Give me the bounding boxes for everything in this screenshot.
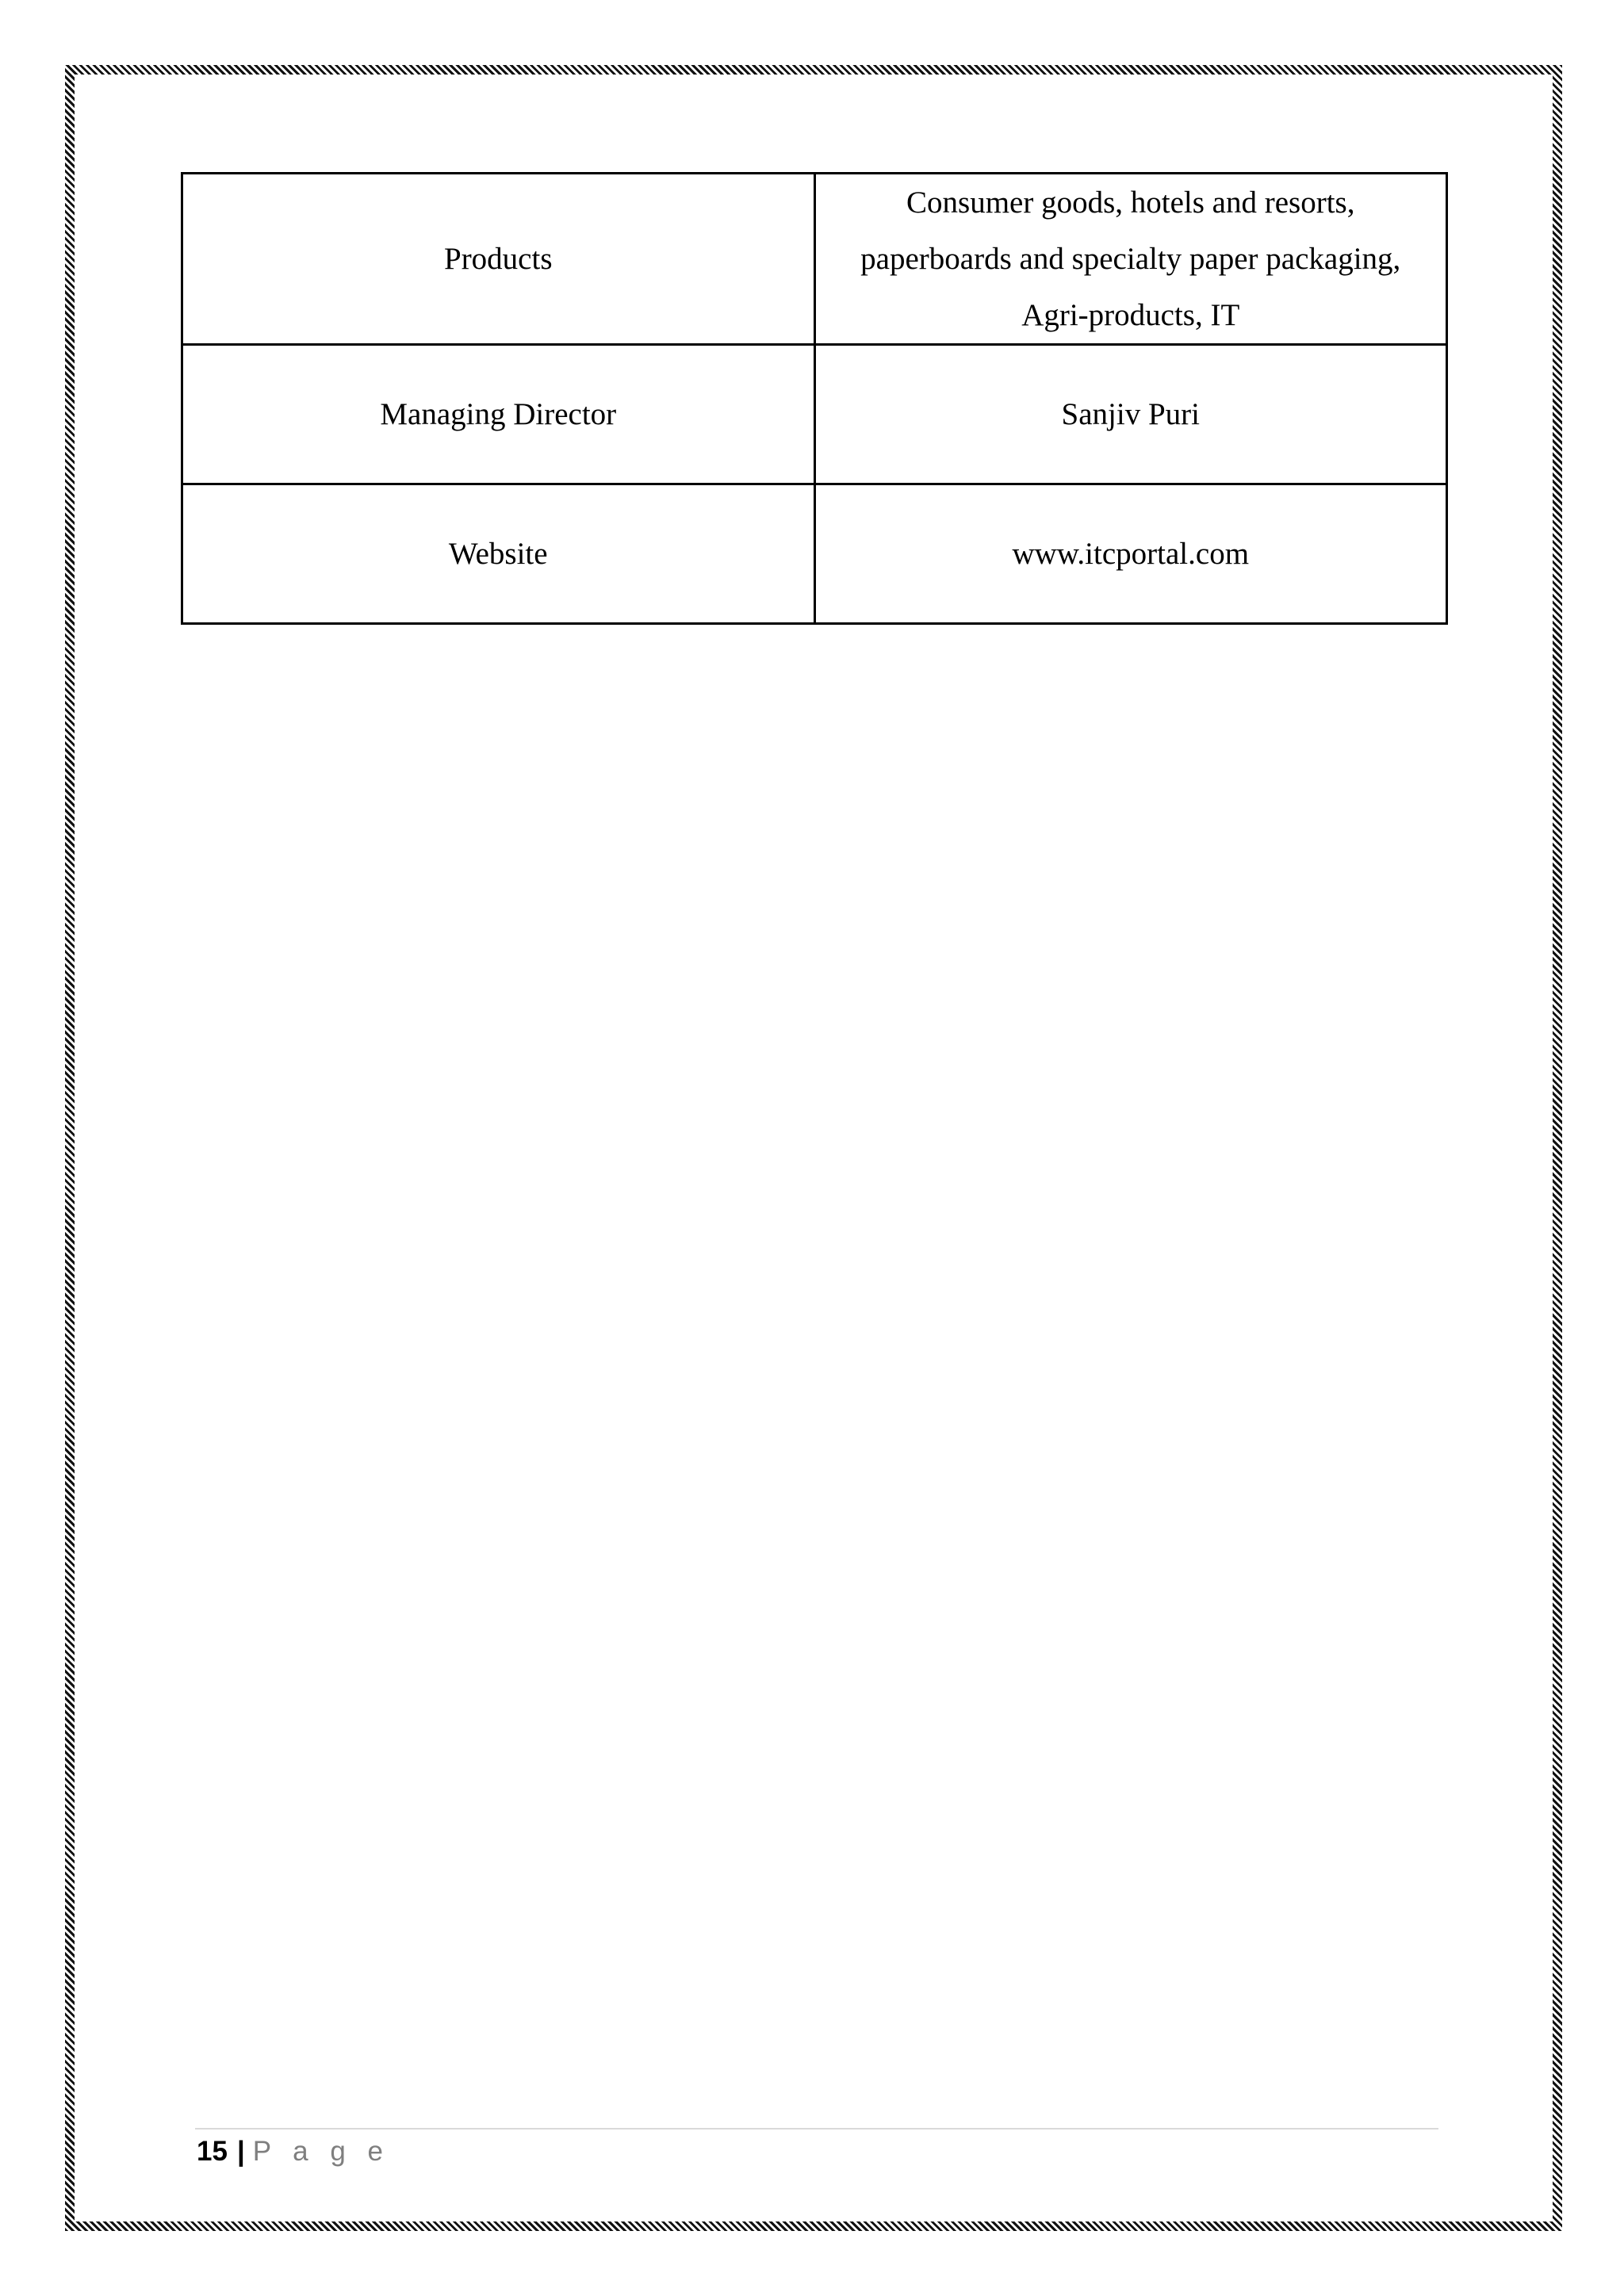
table-row-managing-director xyxy=(182,345,1447,484)
company-info-table xyxy=(181,172,1448,625)
table-row-website xyxy=(182,484,1447,624)
footer-divider xyxy=(195,2128,1438,2130)
website-label-cell: Website xyxy=(182,484,815,624)
products-value-line: Agri-products, IT xyxy=(1021,298,1240,332)
table-row-products xyxy=(182,174,1447,345)
page-number: 15 xyxy=(197,2136,228,2167)
managing-director-label-cell: Managing Director xyxy=(182,345,815,484)
website-value-cell: www.itcportal.com xyxy=(814,484,1447,624)
products-value-line: paperboards and specialty paper packaging, xyxy=(860,242,1401,276)
footer-separator: | xyxy=(236,2136,245,2167)
products-label-cell: Products xyxy=(182,174,815,345)
products-value-line: Consumer goods, hotels and resorts, xyxy=(906,186,1355,220)
managing-director-value-cell: Sanjiv Puri xyxy=(814,345,1447,484)
page-label: P a g e xyxy=(252,2136,391,2167)
products-value-cell xyxy=(814,174,1447,345)
page-footer xyxy=(197,2131,390,2172)
